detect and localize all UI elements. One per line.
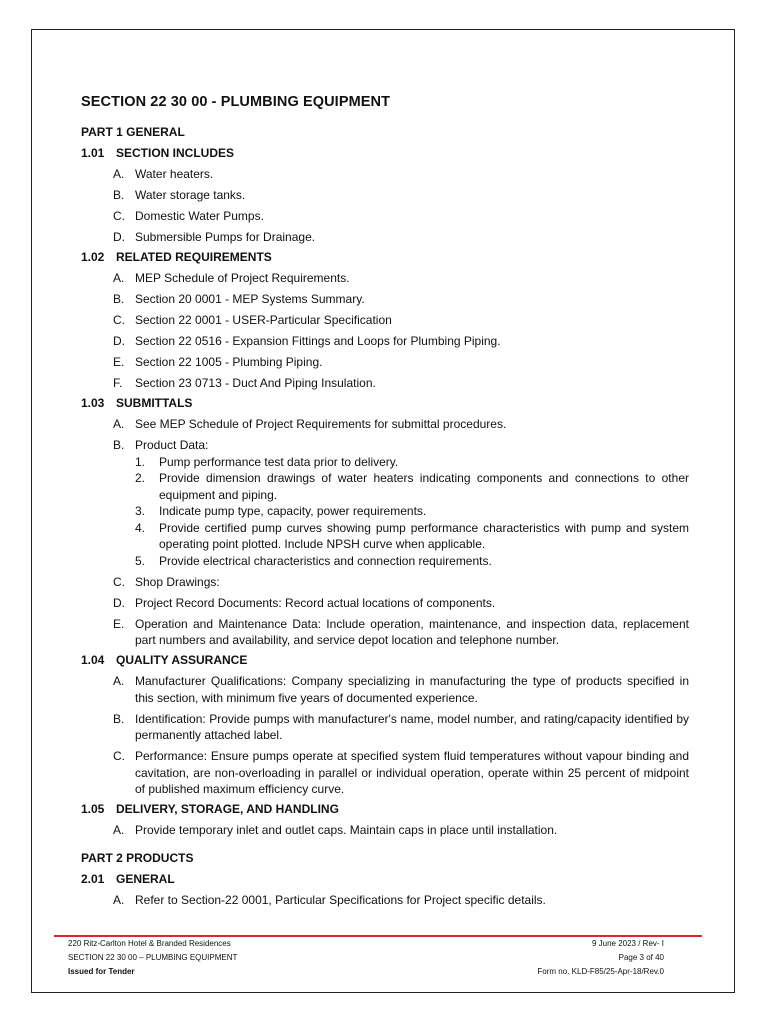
item-letter: A. xyxy=(113,271,125,285)
item-letter: D. xyxy=(113,595,125,610)
list-item xyxy=(81,270,689,287)
subsection-title: SECTION INCLUDES xyxy=(116,146,235,160)
subsection-heading xyxy=(81,872,689,886)
list-item xyxy=(81,354,689,371)
item-letter: D. xyxy=(113,230,125,244)
sub-item-text: Pump performance test data prior to delivery. xyxy=(159,454,399,469)
section-title: SECTION 22 30 00 - PLUMBING EQUIPMENT xyxy=(81,94,391,110)
footer-row xyxy=(68,953,664,962)
item-text: Section 22 1005 - Plumbing Piping. xyxy=(135,355,323,369)
list-item xyxy=(81,574,689,591)
subsection-heading xyxy=(81,653,689,667)
subsection-number: 1.02 xyxy=(81,250,105,264)
list-item xyxy=(81,187,689,204)
item-text: MEP Schedule of Project Requirements. xyxy=(135,271,350,285)
item-letter: A. xyxy=(113,674,125,688)
list-item xyxy=(81,166,689,183)
item-letter: A. xyxy=(113,167,125,181)
subsection-heading xyxy=(81,396,689,410)
sub-item-number: 3. xyxy=(135,504,146,518)
subsection-title: SUBMITTALS xyxy=(116,396,193,410)
subsection-number: 2.01 xyxy=(81,871,105,886)
item-letter: A. xyxy=(113,823,125,837)
footer-project: 220 Ritz-Carlton Hotel & Branded Residences xyxy=(68,939,231,948)
item-text: Identification: Provide pumps with manufacturer's name, model number, and rating/capacity identified by permanently attached label. xyxy=(135,711,689,742)
footer-rule xyxy=(54,935,702,937)
item-text: Refer to Section-22 0001, Particular Specifications for Project specific details. xyxy=(135,892,546,907)
list-item xyxy=(81,892,689,909)
footer-row xyxy=(68,967,664,976)
part-heading: PART 1 GENERAL xyxy=(81,125,185,139)
subsection-number: 1.01 xyxy=(81,146,105,160)
item-letter: A. xyxy=(113,892,125,907)
list-item xyxy=(81,208,689,225)
list-item xyxy=(81,333,689,350)
item-letter: A. xyxy=(113,417,125,431)
list-item xyxy=(81,595,689,612)
item-letter: C. xyxy=(113,209,125,223)
item-text: Section 20 0001 - MEP Systems Summary. xyxy=(135,292,365,306)
item-letter: B. xyxy=(113,438,125,452)
sub-item-number: 5. xyxy=(135,553,146,568)
item-text: Shop Drawings: xyxy=(135,574,220,589)
list-item xyxy=(81,291,689,308)
list-item xyxy=(81,616,689,649)
item-text: Section 22 0516 - Expansion Fittings and Loops for Plumbing Piping. xyxy=(135,334,501,348)
item-text: Submersible Pumps for Drainage. xyxy=(135,230,316,244)
sub-item-text: Provide certified pump curves showing pump performance characteristics with pump and system operating point plotted. Include NPSH curve when applicable. xyxy=(159,520,689,551)
item-text: Provide temporary inlet and outlet caps. Maintain caps in place until installation. xyxy=(135,823,558,837)
subsection-heading xyxy=(81,250,689,264)
sub-item xyxy=(81,470,689,503)
part-heading: PART 2 PRODUCTS xyxy=(81,850,194,865)
item-text: Water heaters. xyxy=(135,167,214,181)
footer-row xyxy=(68,939,664,948)
sub-item xyxy=(81,503,689,520)
item-text: Section 22 0001 - USER-Particular Specification xyxy=(135,313,392,327)
list-item xyxy=(81,437,689,454)
list-item xyxy=(81,375,689,392)
sub-item-number: 4. xyxy=(135,520,146,535)
subsection-number: 1.04 xyxy=(81,653,105,667)
subsection-title: DELIVERY, STORAGE, AND HANDLING xyxy=(116,802,339,816)
sub-item xyxy=(81,520,689,553)
item-letter: C. xyxy=(113,749,125,763)
item-letter: E. xyxy=(113,616,125,631)
sub-item-text: Provide dimension drawings of water heaters indicating components and connections to other equipment and piping. xyxy=(159,471,689,502)
item-text: Operation and Maintenance Data: Include operation, maintenance, and inspection data, replacement part numbers and availability, and service depot location and telephone number. xyxy=(135,616,689,647)
item-letter: B. xyxy=(113,711,125,726)
item-letter: C. xyxy=(113,313,125,327)
sub-item-text: Provide electrical characteristics and connection requirements. xyxy=(159,553,492,568)
item-text: See MEP Schedule of Project Requirements for submittal procedures. xyxy=(135,417,507,431)
item-text: Project Record Documents: Record actual locations of components. xyxy=(135,595,496,610)
subsection-title: QUALITY ASSURANCE xyxy=(116,653,248,667)
subsection-title: GENERAL xyxy=(116,871,175,886)
item-letter: E. xyxy=(113,355,125,369)
subsection-number: 1.03 xyxy=(81,396,105,410)
sub-item xyxy=(81,553,689,570)
footer-form-number: Form no. KLD-F85/25-Apr-18/Rev.0 xyxy=(537,967,664,976)
list-item xyxy=(81,312,689,329)
list-item xyxy=(81,822,689,839)
item-text: Manufacturer Qualifications: Company specializing in manufacturing the type of products specified in this section, with minimum five years of documented experience. xyxy=(135,674,689,705)
item-text: Section 23 0713 - Duct And Piping Insulation. xyxy=(135,376,376,390)
footer-page-number: Page 3 of 40 xyxy=(618,953,664,962)
item-letter: D. xyxy=(113,334,125,348)
item-text: Performance: Ensure pumps operate at specified system fluid temperatures without vapour binding and cavitation, are non-overloading in parallel or individual operation, operate within 25 percent of midpoint of published maximum efficiency curve. xyxy=(135,749,689,796)
subsection-title: RELATED REQUIREMENTS xyxy=(116,250,272,264)
item-letter: C. xyxy=(113,574,125,589)
document-page xyxy=(31,29,735,993)
item-letter: B. xyxy=(113,292,125,306)
subsection-number: 1.05 xyxy=(81,802,105,816)
item-text: Water storage tanks. xyxy=(135,188,246,202)
sub-item xyxy=(81,454,689,471)
product-data-list xyxy=(81,454,689,570)
footer-status: Issued for Tender xyxy=(68,967,135,976)
item-letter: F. xyxy=(113,376,123,390)
list-item xyxy=(81,748,689,798)
list-item xyxy=(81,229,689,246)
sub-item-number: 2. xyxy=(135,471,146,485)
sub-item-text: Indicate pump type, capacity, power requirements. xyxy=(159,504,427,518)
list-item xyxy=(81,673,689,706)
list-item xyxy=(81,711,689,744)
subsection-heading xyxy=(81,802,689,816)
item-text: Product Data: xyxy=(135,438,209,452)
footer-date-rev: 9 June 2023 / Rev- I xyxy=(591,939,664,948)
item-letter: B. xyxy=(113,188,125,202)
sub-item-number: 1. xyxy=(135,454,146,469)
list-item xyxy=(81,416,689,433)
subsection-heading xyxy=(81,146,689,160)
item-text: Domestic Water Pumps. xyxy=(135,209,264,223)
footer-section: SECTION 22 30 00 – PLUMBING EQUIPMENT xyxy=(68,953,238,962)
document-content xyxy=(81,94,689,913)
